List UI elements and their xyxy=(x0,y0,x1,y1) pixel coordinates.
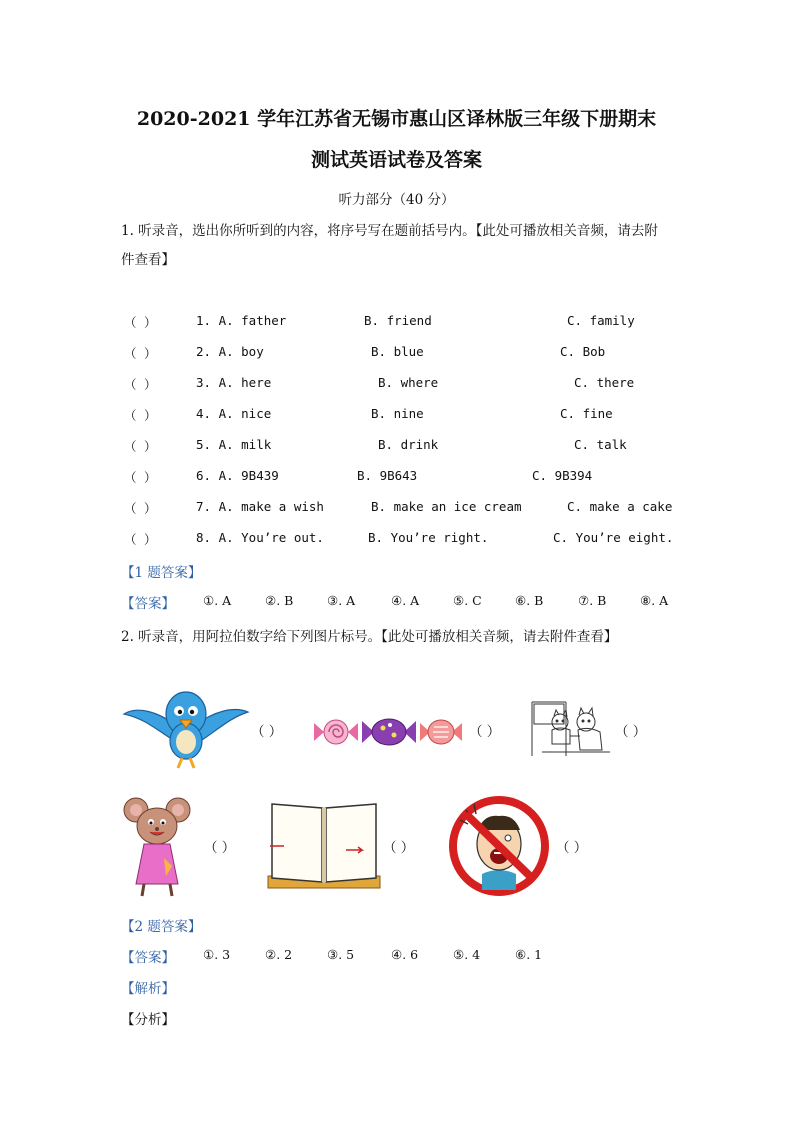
picture-answer-blank[interactable]: （ ） xyxy=(204,840,236,856)
q1-item-b: B. 9B643 xyxy=(357,468,418,483)
q1-item-b: B. friend xyxy=(364,313,432,328)
q1-item-b: B. You’re right. xyxy=(368,530,489,545)
q1-item-c: C. talk xyxy=(574,437,627,452)
q1-answer: ⑥. B xyxy=(515,593,544,608)
q1-item-paren[interactable]: （ ） xyxy=(124,501,157,516)
cats-picture xyxy=(530,700,614,758)
q1-item-a: 4. A. nice xyxy=(196,406,272,421)
q1-item-c: C. You’re eight. xyxy=(553,530,674,545)
q1-item-b: B. blue xyxy=(371,344,424,359)
q1-answer: ④. A xyxy=(391,593,420,608)
q2-answer: ⑤. 4 xyxy=(453,947,481,962)
q1-answer: ①. A xyxy=(203,593,232,608)
no-shouting-picture xyxy=(444,794,554,898)
document-title-line2: 测试英语试卷及答案 xyxy=(310,149,482,171)
q2-instruction: 2. 听录音，用阿拉伯数字给下列图片标号。【此处可播放相关音频，请去附件查看】 xyxy=(121,629,618,645)
q1-item-c: C. make a cake xyxy=(567,499,673,514)
document-title-line1: 2020-2021 学年江苏省无锡市惠山区译林版三年级下册期末 xyxy=(136,108,657,130)
q1-answer-label: 【答案】 xyxy=(121,596,175,612)
picture-answer-blank[interactable]: （ ） xyxy=(615,724,647,740)
q1-item-c: C. 9B394 xyxy=(532,468,593,483)
picture-answer-blank[interactable]: （ ） xyxy=(251,724,283,740)
analysis-label: 【解析】 xyxy=(121,981,175,997)
q2-answer: ④. 6 xyxy=(391,947,419,962)
q1-item-a: 6. A. 9B439 xyxy=(196,468,279,483)
q1-item-paren[interactable]: （ ） xyxy=(124,346,157,361)
q1-item-paren[interactable]: （ ） xyxy=(124,532,157,547)
q1-item-c: C. there xyxy=(574,375,635,390)
q1-item-paren[interactable]: （ ） xyxy=(124,470,157,485)
q1-answer: ⑧. A xyxy=(640,593,669,608)
q1-answer: ⑦. B xyxy=(578,593,607,608)
fenxi-label: 【分析】 xyxy=(121,1012,175,1028)
q2-answer: ②. 2 xyxy=(265,947,293,962)
q1-item-paren[interactable]: （ ） xyxy=(124,408,157,423)
q2-answer: ⑥. 1 xyxy=(515,947,543,962)
picture-answer-blank[interactable]: （ ） xyxy=(469,724,501,740)
section-heading: 听力部分（40 分） xyxy=(338,192,455,208)
q1-item-b: B. drink xyxy=(378,437,439,452)
q1-item-a: 2. A. boy xyxy=(196,344,264,359)
q1-item-paren[interactable]: （ ） xyxy=(124,315,157,330)
q1-item-a: 1. A. father xyxy=(196,313,287,328)
open-book-picture xyxy=(266,800,382,892)
q1-instruction: 1. 听录音，选出你所听到的内容，将序号写在题前括号内。【此处可播放相关音频，请去附 xyxy=(121,223,658,239)
q1-item-b: B. where xyxy=(378,375,439,390)
q1-answer: ③. A xyxy=(327,593,356,608)
bird-picture xyxy=(122,686,250,772)
picture-answer-blank[interactable]: （ ） xyxy=(383,840,415,856)
q1-item-b: B. nine xyxy=(371,406,424,421)
picture-answer-blank[interactable]: （ ） xyxy=(556,840,588,856)
q2-answer-header: 【2 题答案】 xyxy=(121,919,202,935)
q2-answer-label: 【答案】 xyxy=(121,950,175,966)
q1-answer-header: 【1 题答案】 xyxy=(121,565,202,581)
q1-item-a: 8. A. You’re out. xyxy=(196,530,324,545)
q1-item-c: C. Bob xyxy=(560,344,606,359)
q1-item-c: C. fine xyxy=(560,406,613,421)
q1-item-a: 5. A. milk xyxy=(196,437,272,452)
candies-picture xyxy=(312,715,464,749)
q1-item-a: 7. A. make a wish xyxy=(196,499,324,514)
q1-item-c: C. family xyxy=(567,313,635,328)
mouse-girl-picture xyxy=(120,796,194,898)
q1-instruction-cont: 件查看】 xyxy=(121,252,175,268)
q2-answer: ①. 3 xyxy=(203,947,231,962)
q1-answer: ②. B xyxy=(265,593,294,608)
q1-item-paren[interactable]: （ ） xyxy=(124,439,157,454)
q2-answer: ③. 5 xyxy=(327,947,355,962)
q1-answer: ⑤. C xyxy=(453,593,482,608)
q1-item-paren[interactable]: （ ） xyxy=(124,377,157,392)
q1-item-a: 3. A. here xyxy=(196,375,272,390)
q1-item-b: B. make an ice cream xyxy=(371,499,522,514)
